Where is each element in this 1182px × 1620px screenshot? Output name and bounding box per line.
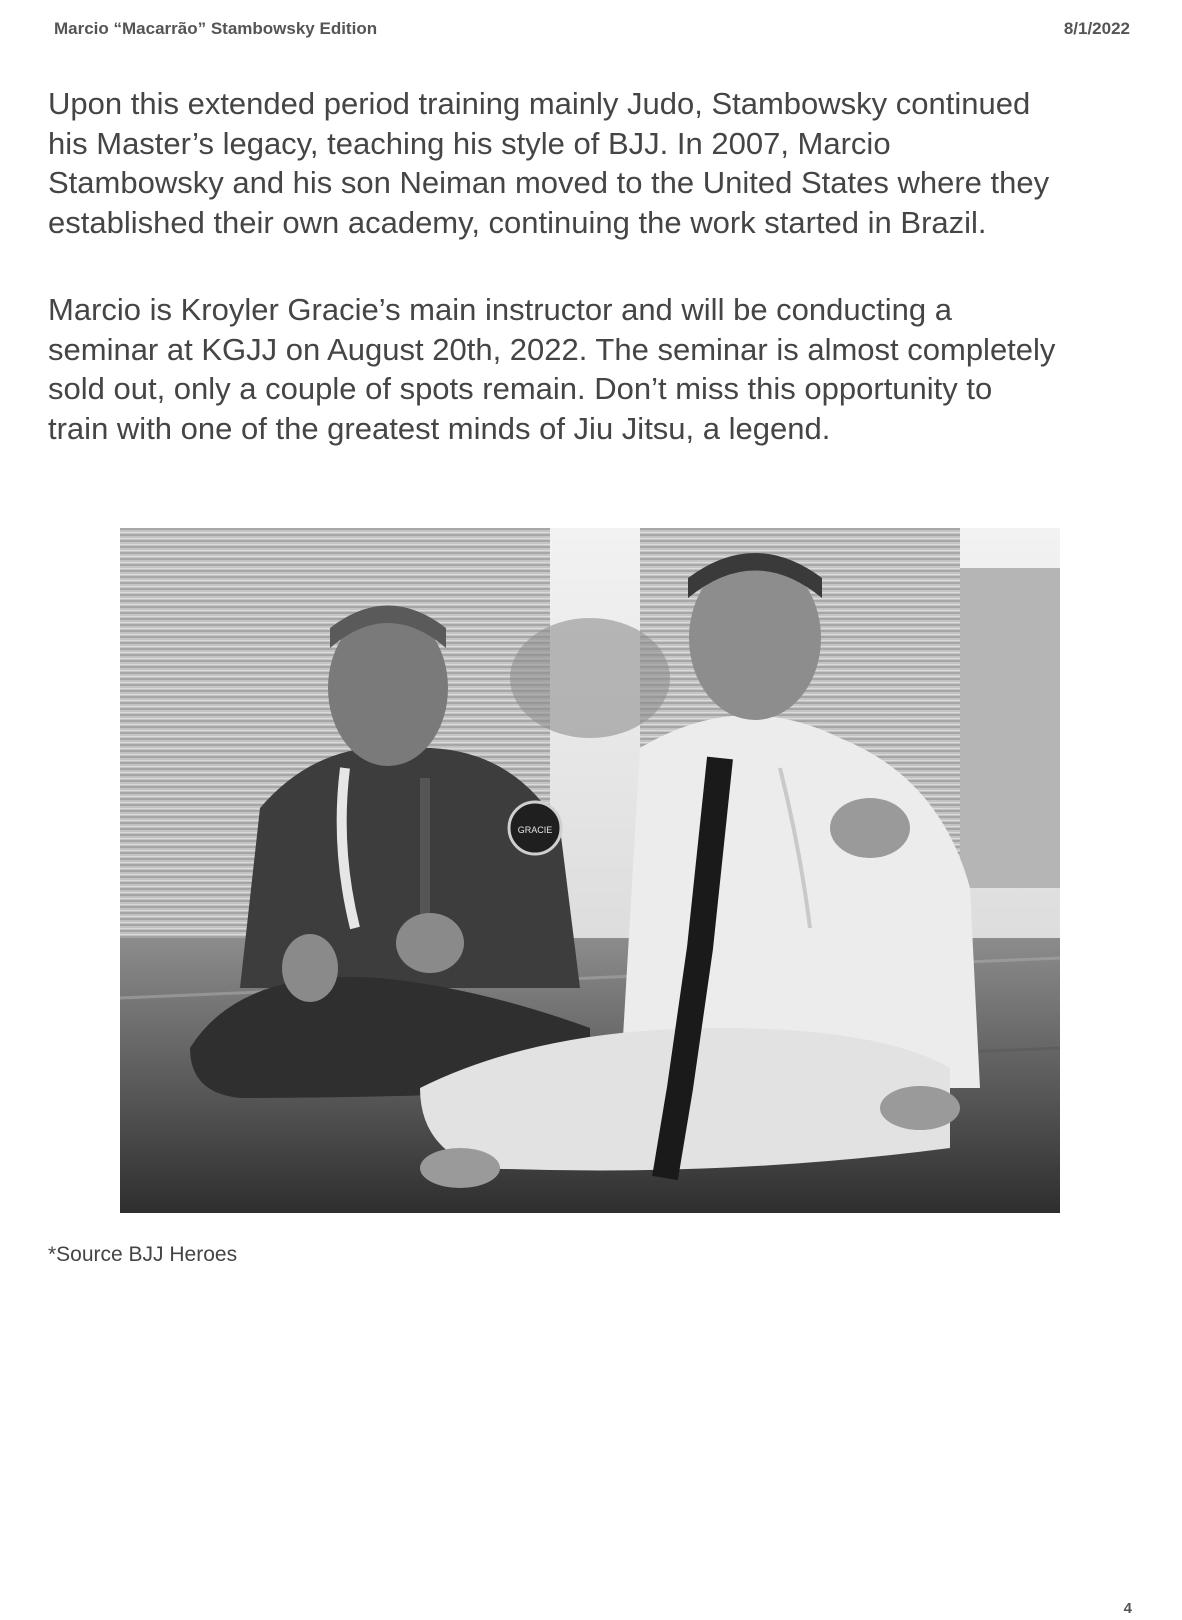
paragraph-line: train with one of the greatest minds of Jiu Jitsu, a legend.: [48, 410, 831, 446]
document-title: Marcio “Macarrão” Stambowsky Edition: [54, 19, 378, 38]
page-number: 4: [1123, 1600, 1132, 1617]
paragraph-seminar: [48, 290, 1148, 448]
paragraph-line: established their own academy, continuing the work started in Brazil.: [48, 204, 987, 240]
paragraph-line: Marcio is Kroyler Gracie’s main instructor and will be conducting a: [48, 292, 952, 327]
paragraph-line: sold out, only a couple of spots remain. Don’t miss this opportunity to: [48, 371, 993, 406]
paragraph-line: his Master’s legacy, teaching his style of BJJ. In 2007, Marcio: [48, 125, 891, 161]
paragraph-line: Stambowsky and his son Neiman moved to the United States where they: [48, 165, 1050, 200]
photo-two-bjj-practitioners: [120, 528, 1060, 1213]
paragraph-history: [48, 84, 1148, 242]
patch-text: GRACIE: [517, 825, 553, 835]
document-date: 8/1/2022: [1063, 19, 1130, 38]
paragraph-line: Upon this extended period training mainly Judo, Stambowsky continued: [48, 86, 1031, 121]
paragraph-line: seminar at KGJJ on August 20th, 2022. The seminar is almost completely: [48, 331, 1056, 367]
photo-caption: *Source BJJ Heroes: [48, 1243, 238, 1266]
